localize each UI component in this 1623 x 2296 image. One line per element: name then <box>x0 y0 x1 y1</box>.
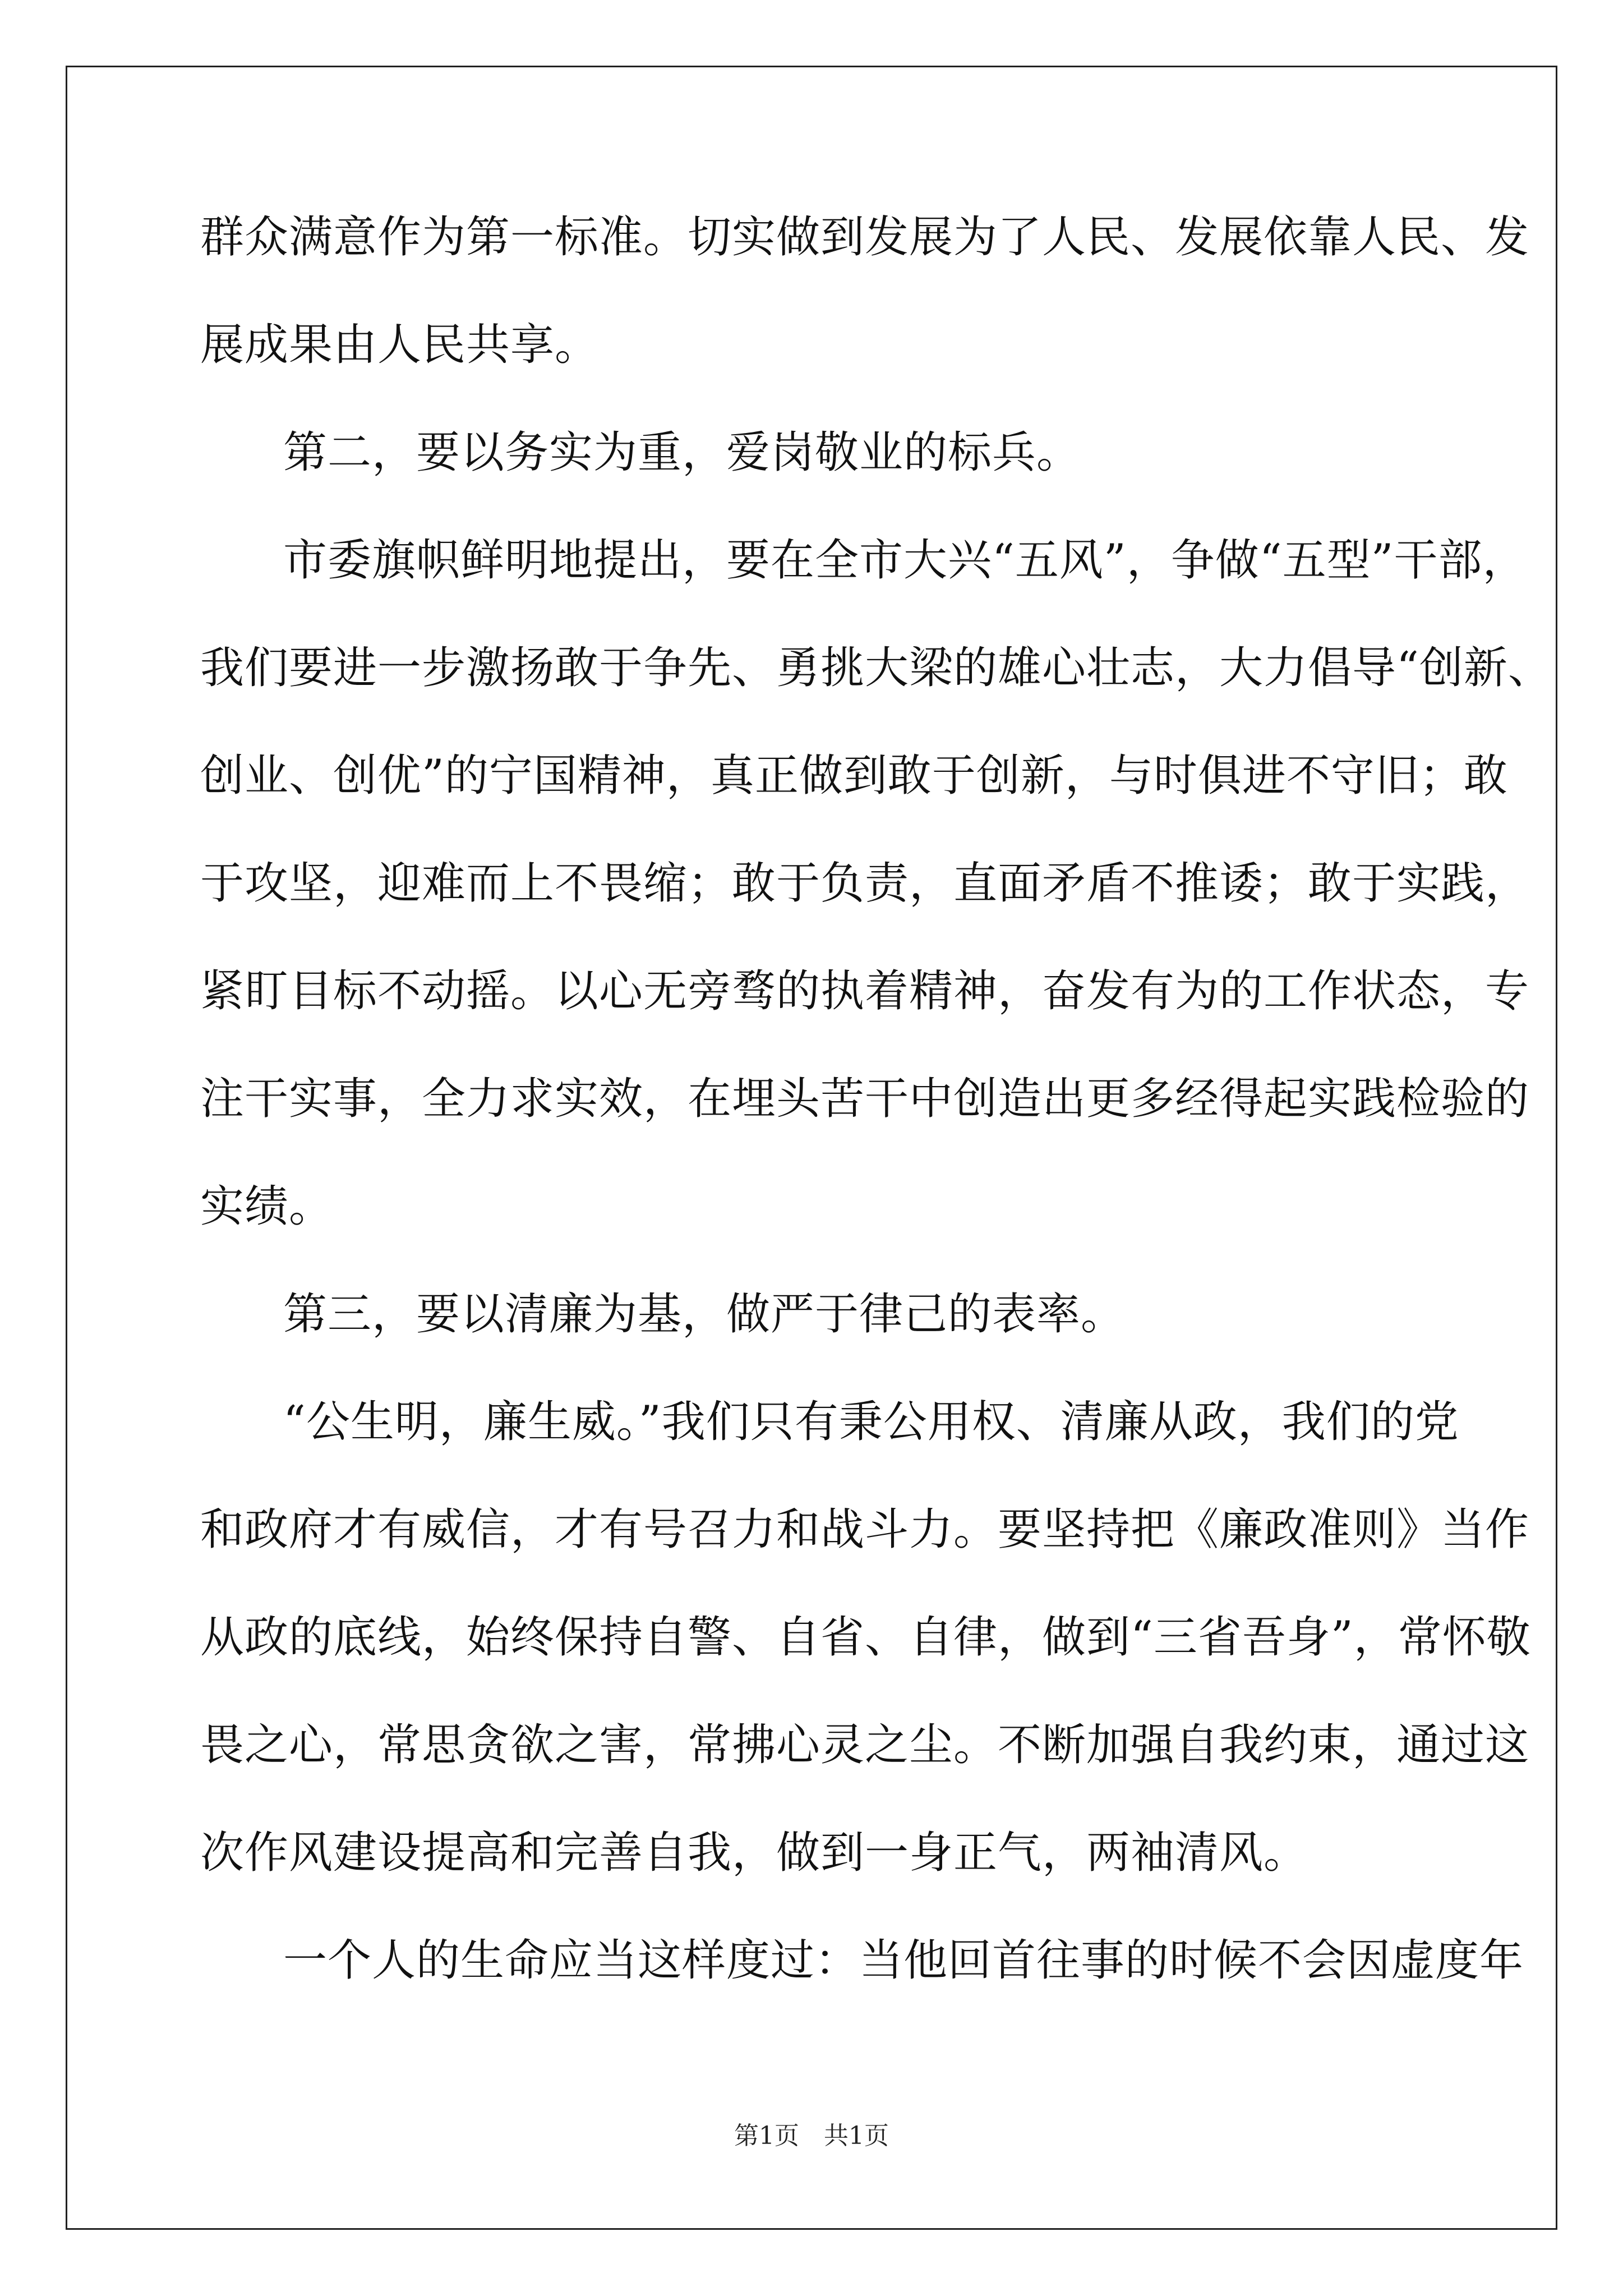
text-line: 一个人的生命应当这样度过：当他回首往事的时候不会因虚度年 <box>283 1935 1524 1986</box>
text-line: 从政的底线，始终保持自警、自省、自律，做到“三省吾身”，常怀敬 <box>200 1612 1531 1663</box>
paragraph-heading: 第三，要以清廉为基，做严于律己的表率。 <box>283 1289 1126 1340</box>
text-line: 和政府才有威信，才有号召力和战斗力。要坚持把《廉政准则》当作 <box>200 1504 1530 1555</box>
text-line: 展成果由人民共享。 <box>200 320 600 370</box>
text-line: 我们要进一步激扬敢于争先、勇挑大梁的雄心壮志，大力倡导“创新、 <box>200 643 1552 693</box>
page-border <box>66 66 1557 2230</box>
text-line: 紧盯目标不动摇。以心无旁骛的执着精神，奋发有为的工作状态，专 <box>200 966 1530 1016</box>
text-line: 群众满意作为第一标准。切实做到发展为了人民、发展依靠人民、发 <box>200 212 1530 263</box>
paragraph-heading: 第二，要以务实为重，爱岗敬业的标兵。 <box>283 427 1081 478</box>
text-line: 次作风建设提高和完善自我，做到一身正气，两袖清风。 <box>200 1828 1308 1878</box>
page-footer: 第1页 共1页 <box>734 2122 889 2150</box>
text-line: 畏之心，常思贪欲之害，常拂心灵之尘。不断加强自我约束，通过这 <box>200 1720 1530 1770</box>
text-line: 实绩。 <box>200 1181 334 1232</box>
text-line: 于攻坚，迎难而上不畏缩；敢于负责，直面矛盾不推诿；敢于实践， <box>200 858 1530 909</box>
text-line: 创业、创优”的宁国精神，真正做到敢于创新，与时俱进不守旧；敢 <box>200 751 1508 801</box>
text-line: “公生明，廉生威。”我们只有秉公用权、清廉从政，我们的党 <box>283 1397 1459 1447</box>
text-line: 市委旗帜鲜明地提出，要在全市大兴“五风”，争做“五型”干部， <box>283 535 1527 586</box>
text-line: 注干实事，全力求实效，在埋头苦干中创造出更多经得起实践检验的 <box>200 1074 1530 1124</box>
